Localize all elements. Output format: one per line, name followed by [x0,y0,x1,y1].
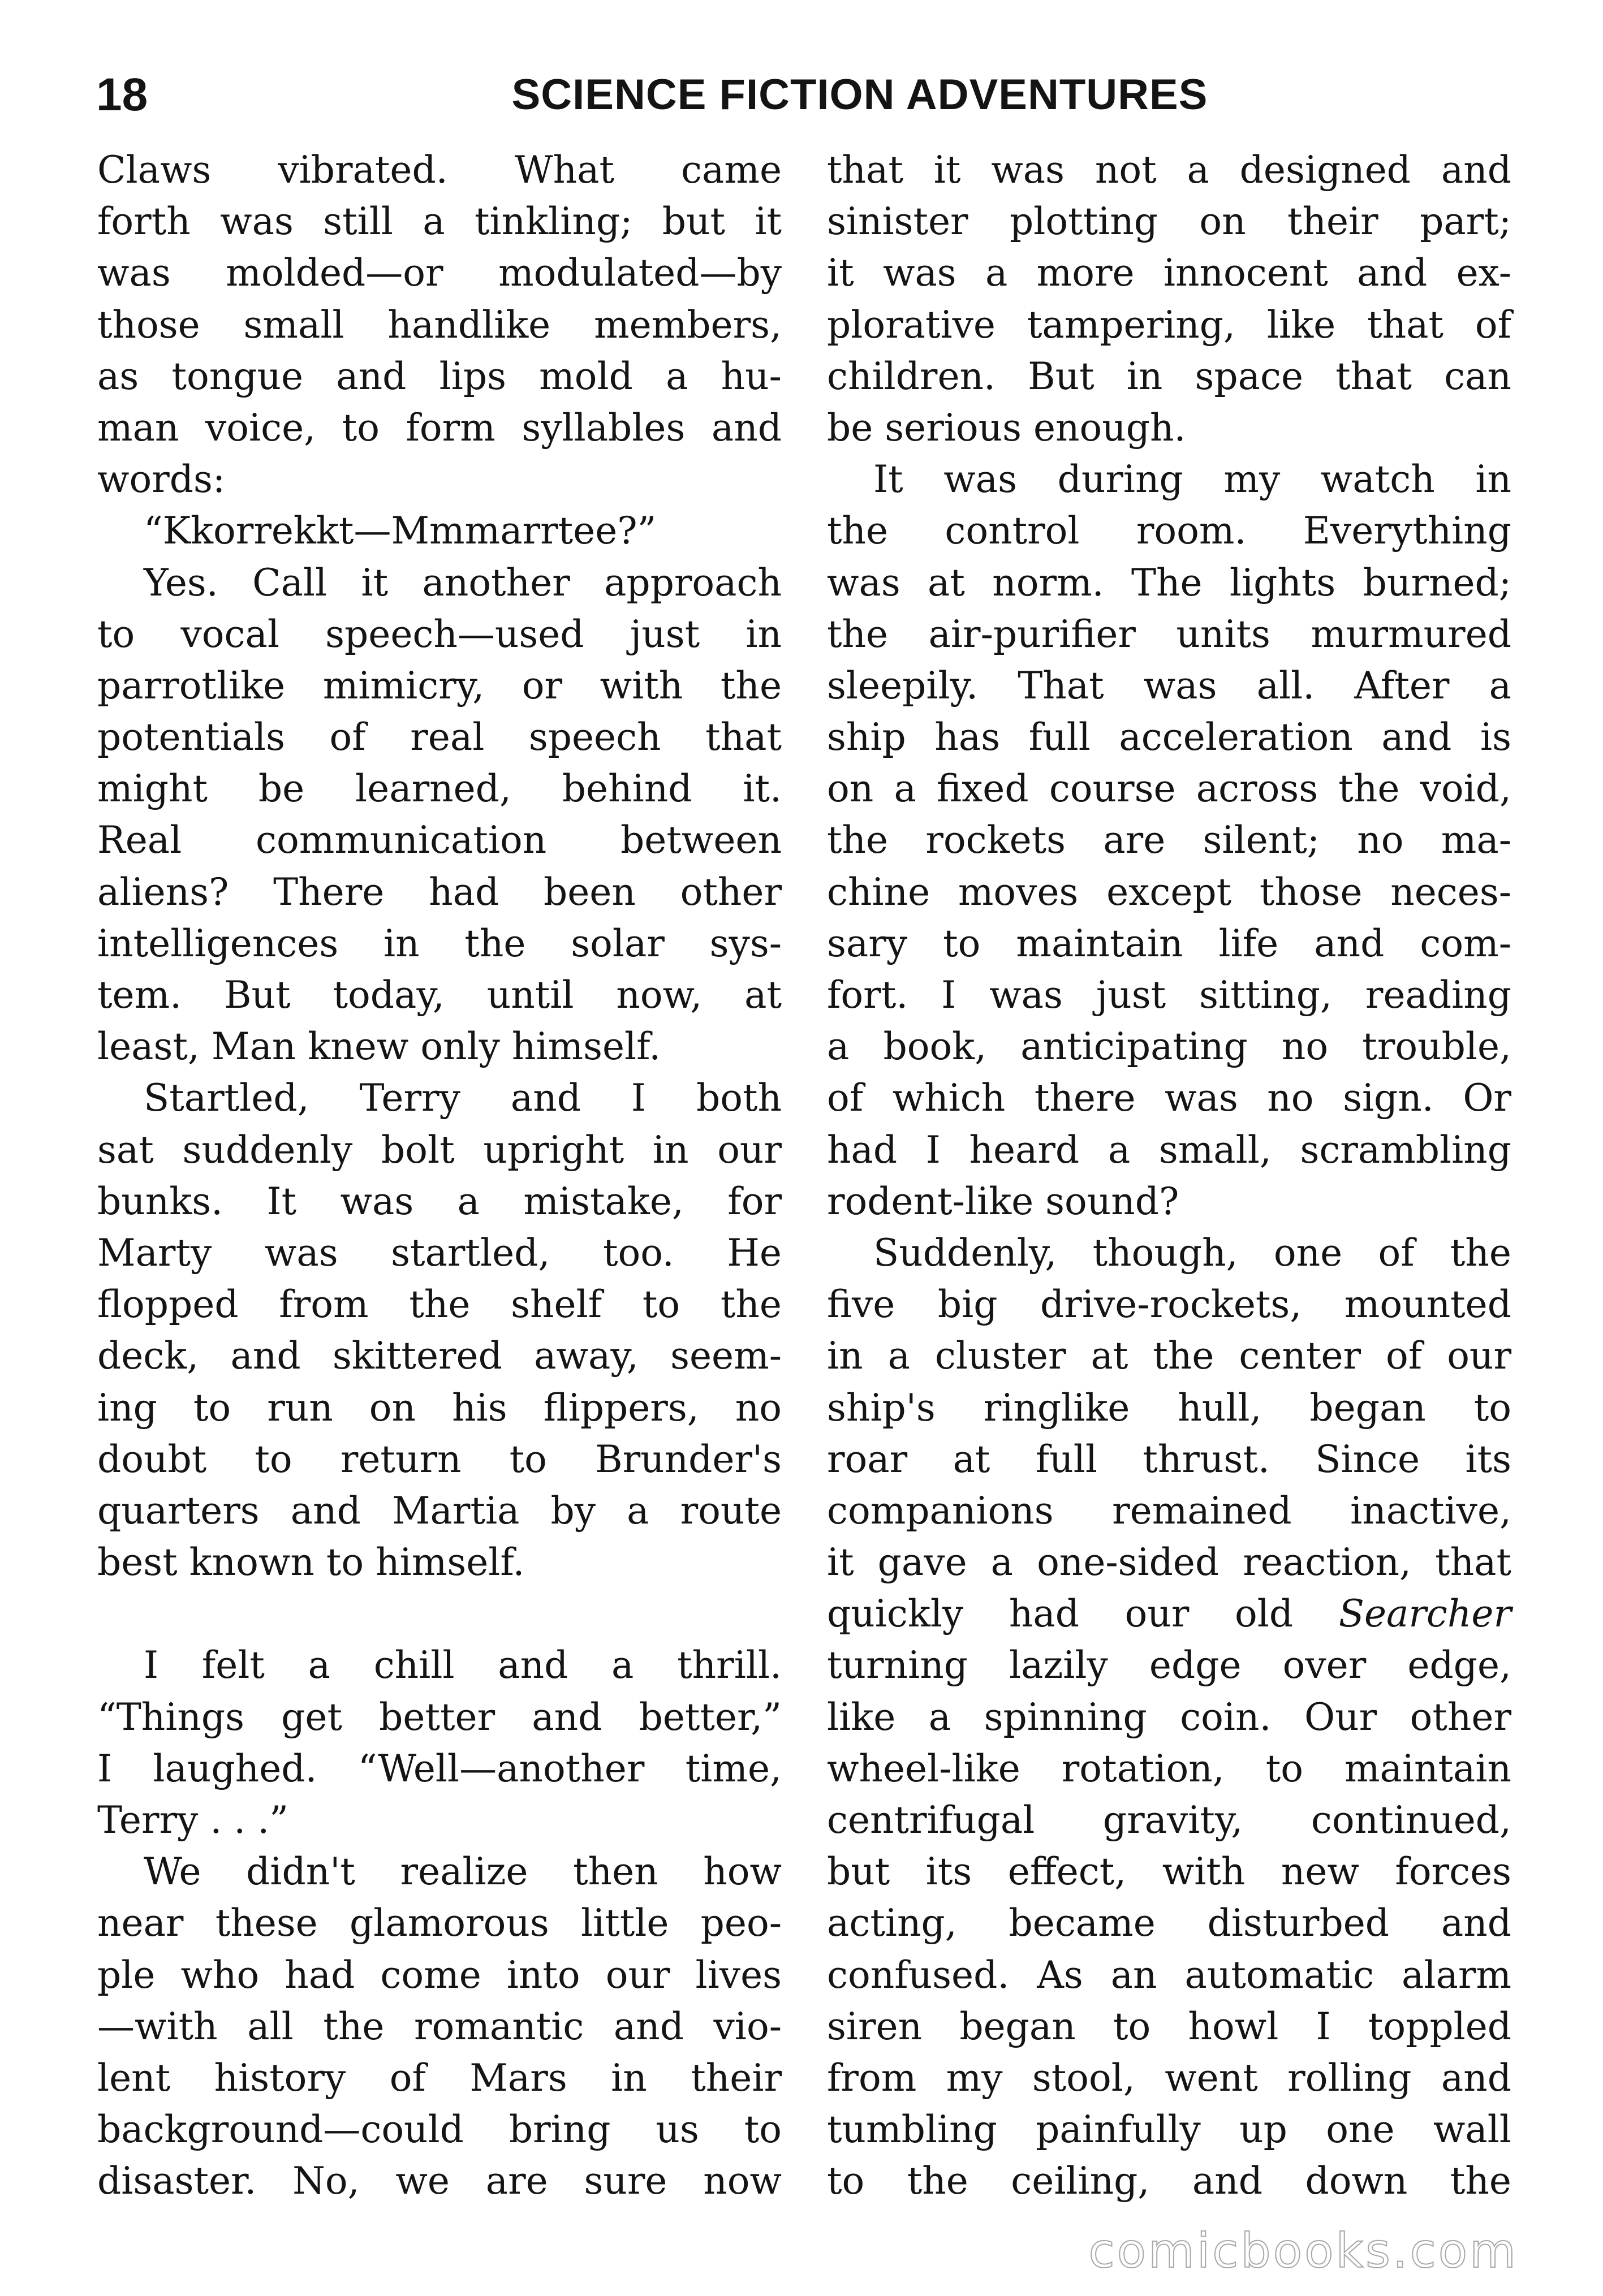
text-line: like a spinning coin. Our other [827,1695,1511,1739]
text-line: it was a more innocent and ex- [827,251,1511,295]
text-line: I felt a chill and a thrill. [144,1643,782,1688]
text-line: background—could bring us to [97,2108,782,2152]
text-line: Yes. Call it another approach [144,560,782,605]
text-line: turning lazily edge over edge, [827,1643,1511,1688]
text-line: was molded—or modulated—by [97,251,782,295]
text-line: ple who had come into our lives [97,1953,782,1997]
text-line: tem. But today, until now, at [97,973,782,1017]
text-line: children. But in space that can [827,354,1511,398]
text-line: potentials of real speech that [97,715,782,759]
text-line: ing to run on his flippers, no [97,1386,782,1430]
text-line: doubt to return to Brunder's [97,1437,782,1481]
text-line: ship has full acceleration and is [827,715,1511,759]
text-line: quarters and Martia by a route [97,1488,782,1533]
text-line: disaster. No, we are sure now [97,2159,782,2203]
text-line: tumbling painfully up one wall [827,2108,1511,2152]
text-line: near these glamorous little peo- [97,1901,782,1945]
text-line: to vocal speech—used just in [97,612,782,656]
watermark: comicbooks.com [1088,2223,1518,2278]
text-line: but its effect, with new forces [827,1850,1511,1894]
text-line: had I heard a small, scrambling [827,1128,1511,1172]
text-line: chine moves except those neces- [827,870,1511,914]
text-line: sleepily. That was all. After a [827,663,1511,707]
right-column [827,144,1511,2207]
text-line: deck, and skittered away, seem- [97,1334,782,1378]
text-line: best known to himself. [97,1540,525,1585]
text-line: those small handlike members, [97,303,782,347]
text-line: five big drive-rockets, mounted [827,1283,1511,1327]
text-line: was at norm. The lights burned; [827,560,1511,605]
text-line: Real communication between [97,818,782,862]
text-line: acting, became disturbed and [827,1901,1511,1945]
text-line: siren began to howl I toppled [827,2004,1511,2048]
text-line: “Kkorrekkt—Mmmarrtee?” [144,509,657,553]
text-line: least, Man knew only himself. [97,1025,661,1069]
text-line: plorative tampering, like that of [827,303,1511,347]
running-head [96,67,1510,135]
page-number: 18 [96,69,148,120]
text-line: fort. I was just sitting, reading [827,973,1511,1017]
text-line: We didn't realize then how [144,1850,782,1894]
text-line: forth was still a tinkling; but it [97,200,782,244]
text-line: the air-purifier units murmured [827,612,1511,656]
text-line: rodent-like sound? [827,1179,1179,1223]
text-line: —with all the romantic and vio- [97,2004,782,2048]
text-line: It was during my watch in [873,458,1511,502]
text-line: “Things get better and better,” [97,1695,782,1739]
text-line: intelligences in the solar sys- [97,921,782,965]
text-line: to the ceiling, and down the [827,2159,1511,2203]
text-line: Claws vibrated. What came [97,148,782,192]
text-line: sinister plotting on their part; [827,200,1511,244]
magazine-title: SCIENCE FICTION ADVENTURES [511,71,1208,119]
text-line: in a cluster at the center of our [827,1334,1511,1378]
text-line: of which there was no sign. Or [827,1076,1511,1120]
text-line: aliens? There had been other [97,870,782,914]
text-line: be serious enough. [827,405,1186,450]
text-line: Suddenly, though, one of the [873,1231,1511,1275]
text-line: confused. As an automatic alarm [827,1953,1511,1997]
text-line: man voice, to form syllables and [97,405,782,450]
left-column [97,144,782,2207]
text-line: the control room. Everything [827,509,1511,553]
text-line [827,1588,1511,1639]
text-line: sary to maintain life and com- [827,921,1511,965]
section-break [97,1588,782,1639]
text-line: centrifugal gravity, continued, [827,1798,1511,1842]
text-line: from my stool, went rolling and [827,2056,1511,2100]
text-fragment: quickly had our old [827,1592,1294,1636]
text-line: ship's ringlike hull, began to [827,1386,1511,1430]
text-line: the rockets are silent; no ma- [827,818,1511,862]
text-line: I laughed. “Well—another time, [97,1746,782,1790]
text-line: on a fixed course across the void, [827,767,1511,811]
text-line: Terry . . .” [97,1798,288,1842]
text-line: lent history of Mars in their [97,2056,782,2100]
text-line: Startled, Terry and I both [144,1076,782,1120]
text-line: might be learned, behind it. [97,767,782,811]
text-line: flopped from the shelf to the [97,1283,782,1327]
text-line: sat suddenly bolt upright in our [97,1128,782,1172]
text-line: bunks. It was a mistake, for [97,1179,782,1223]
ship-name-searcher: Searcher [1338,1592,1511,1636]
text-line: words: [97,458,226,502]
text-line: parrotlike mimicry, or with the [97,663,782,707]
text-line: a book, anticipating no trouble, [827,1025,1511,1069]
text-line: as tongue and lips mold a hu- [97,354,782,398]
text-line: companions remained inactive, [827,1488,1511,1533]
text-line: roar at full thrust. Since its [827,1437,1511,1481]
text-line: it gave a one-sided reaction, that [827,1540,1511,1585]
text-line: that it was not a designed and [827,148,1511,192]
text-line: Marty was startled, too. He [97,1231,782,1275]
text-line: wheel-like rotation, to maintain [827,1746,1511,1790]
